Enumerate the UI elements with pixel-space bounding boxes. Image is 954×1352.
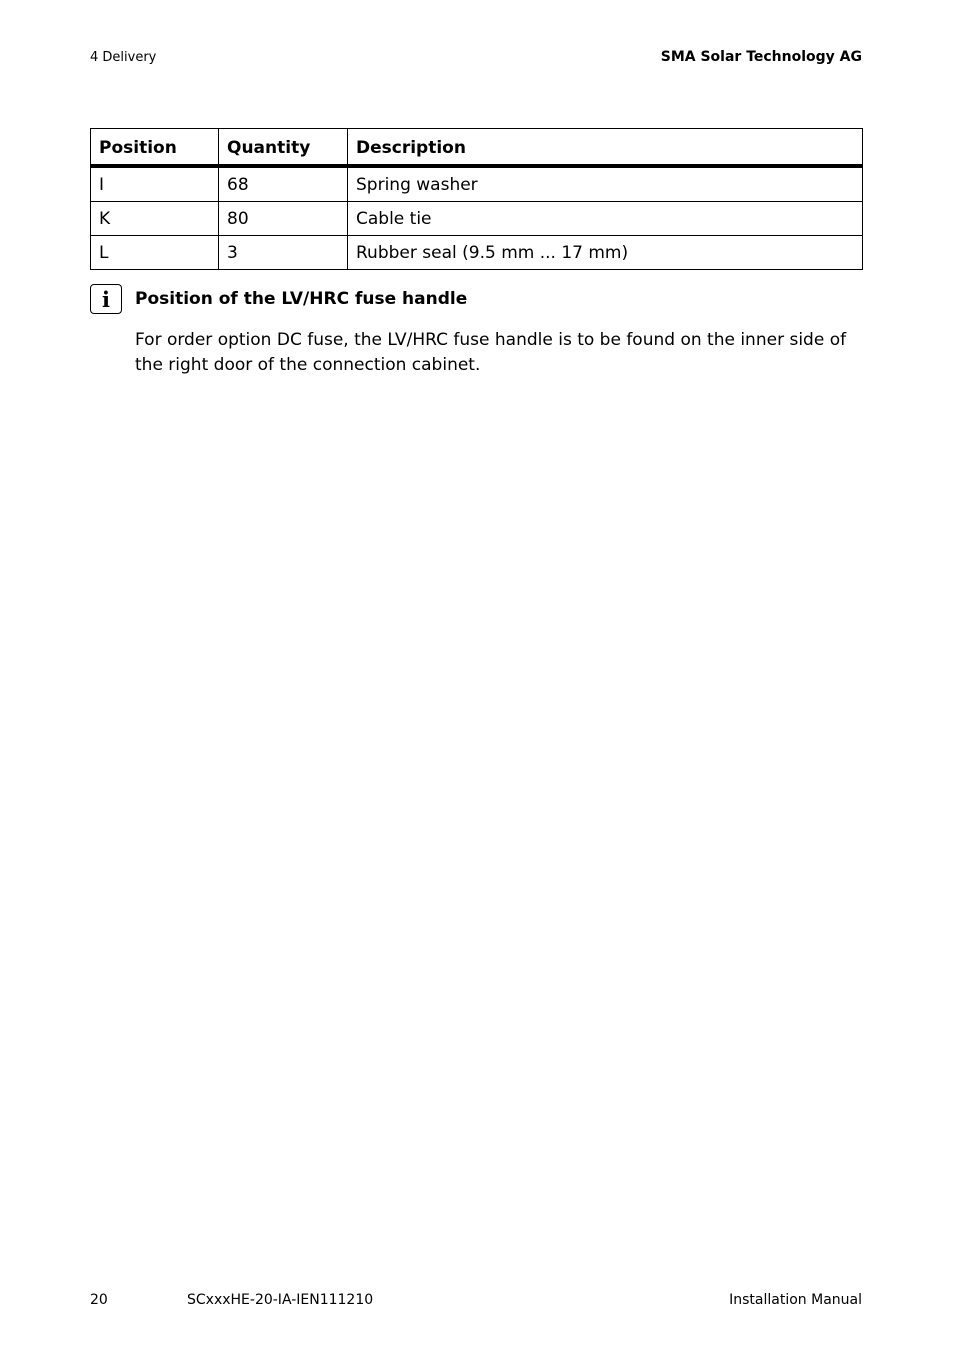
column-header-quantity: Quantity — [219, 129, 348, 167]
header-section: 4 Delivery — [90, 50, 157, 65]
table-row — [91, 202, 863, 236]
column-header-position: Position — [91, 129, 219, 167]
cell-quantity: 3 — [219, 236, 348, 270]
header-company: SMA Solar Technology AG — [660, 49, 862, 65]
footer-doc-code: SCxxxHE-20-IA-IEN111210 — [187, 1292, 374, 1308]
cell-quantity: 68 — [219, 166, 348, 202]
cell-position: K — [91, 202, 219, 236]
parts-table — [90, 128, 863, 270]
cell-position: L — [91, 236, 219, 270]
table-row — [91, 166, 863, 202]
cell-description: Spring washer — [348, 166, 863, 202]
footer-page-number: 20 — [90, 1292, 108, 1308]
footer-doc-type: Installation Manual — [729, 1292, 862, 1308]
cell-quantity: 80 — [219, 202, 348, 236]
cell-position: I — [91, 166, 219, 202]
info-icon: i — [90, 284, 122, 314]
table-row — [91, 236, 863, 270]
cell-description: Cable tie — [348, 202, 863, 236]
table-header-row — [91, 129, 863, 167]
note-title: Position of the LV/HRC fuse handle — [135, 289, 468, 309]
column-header-description: Description — [348, 129, 863, 167]
note-body: For order option DC fuse, the LV/HRC fuse handle is to be found on the inner side of the right door of the connection cabinet. — [135, 330, 847, 375]
cell-description: Rubber seal (9.5 mm ... 17 mm) — [348, 236, 863, 270]
